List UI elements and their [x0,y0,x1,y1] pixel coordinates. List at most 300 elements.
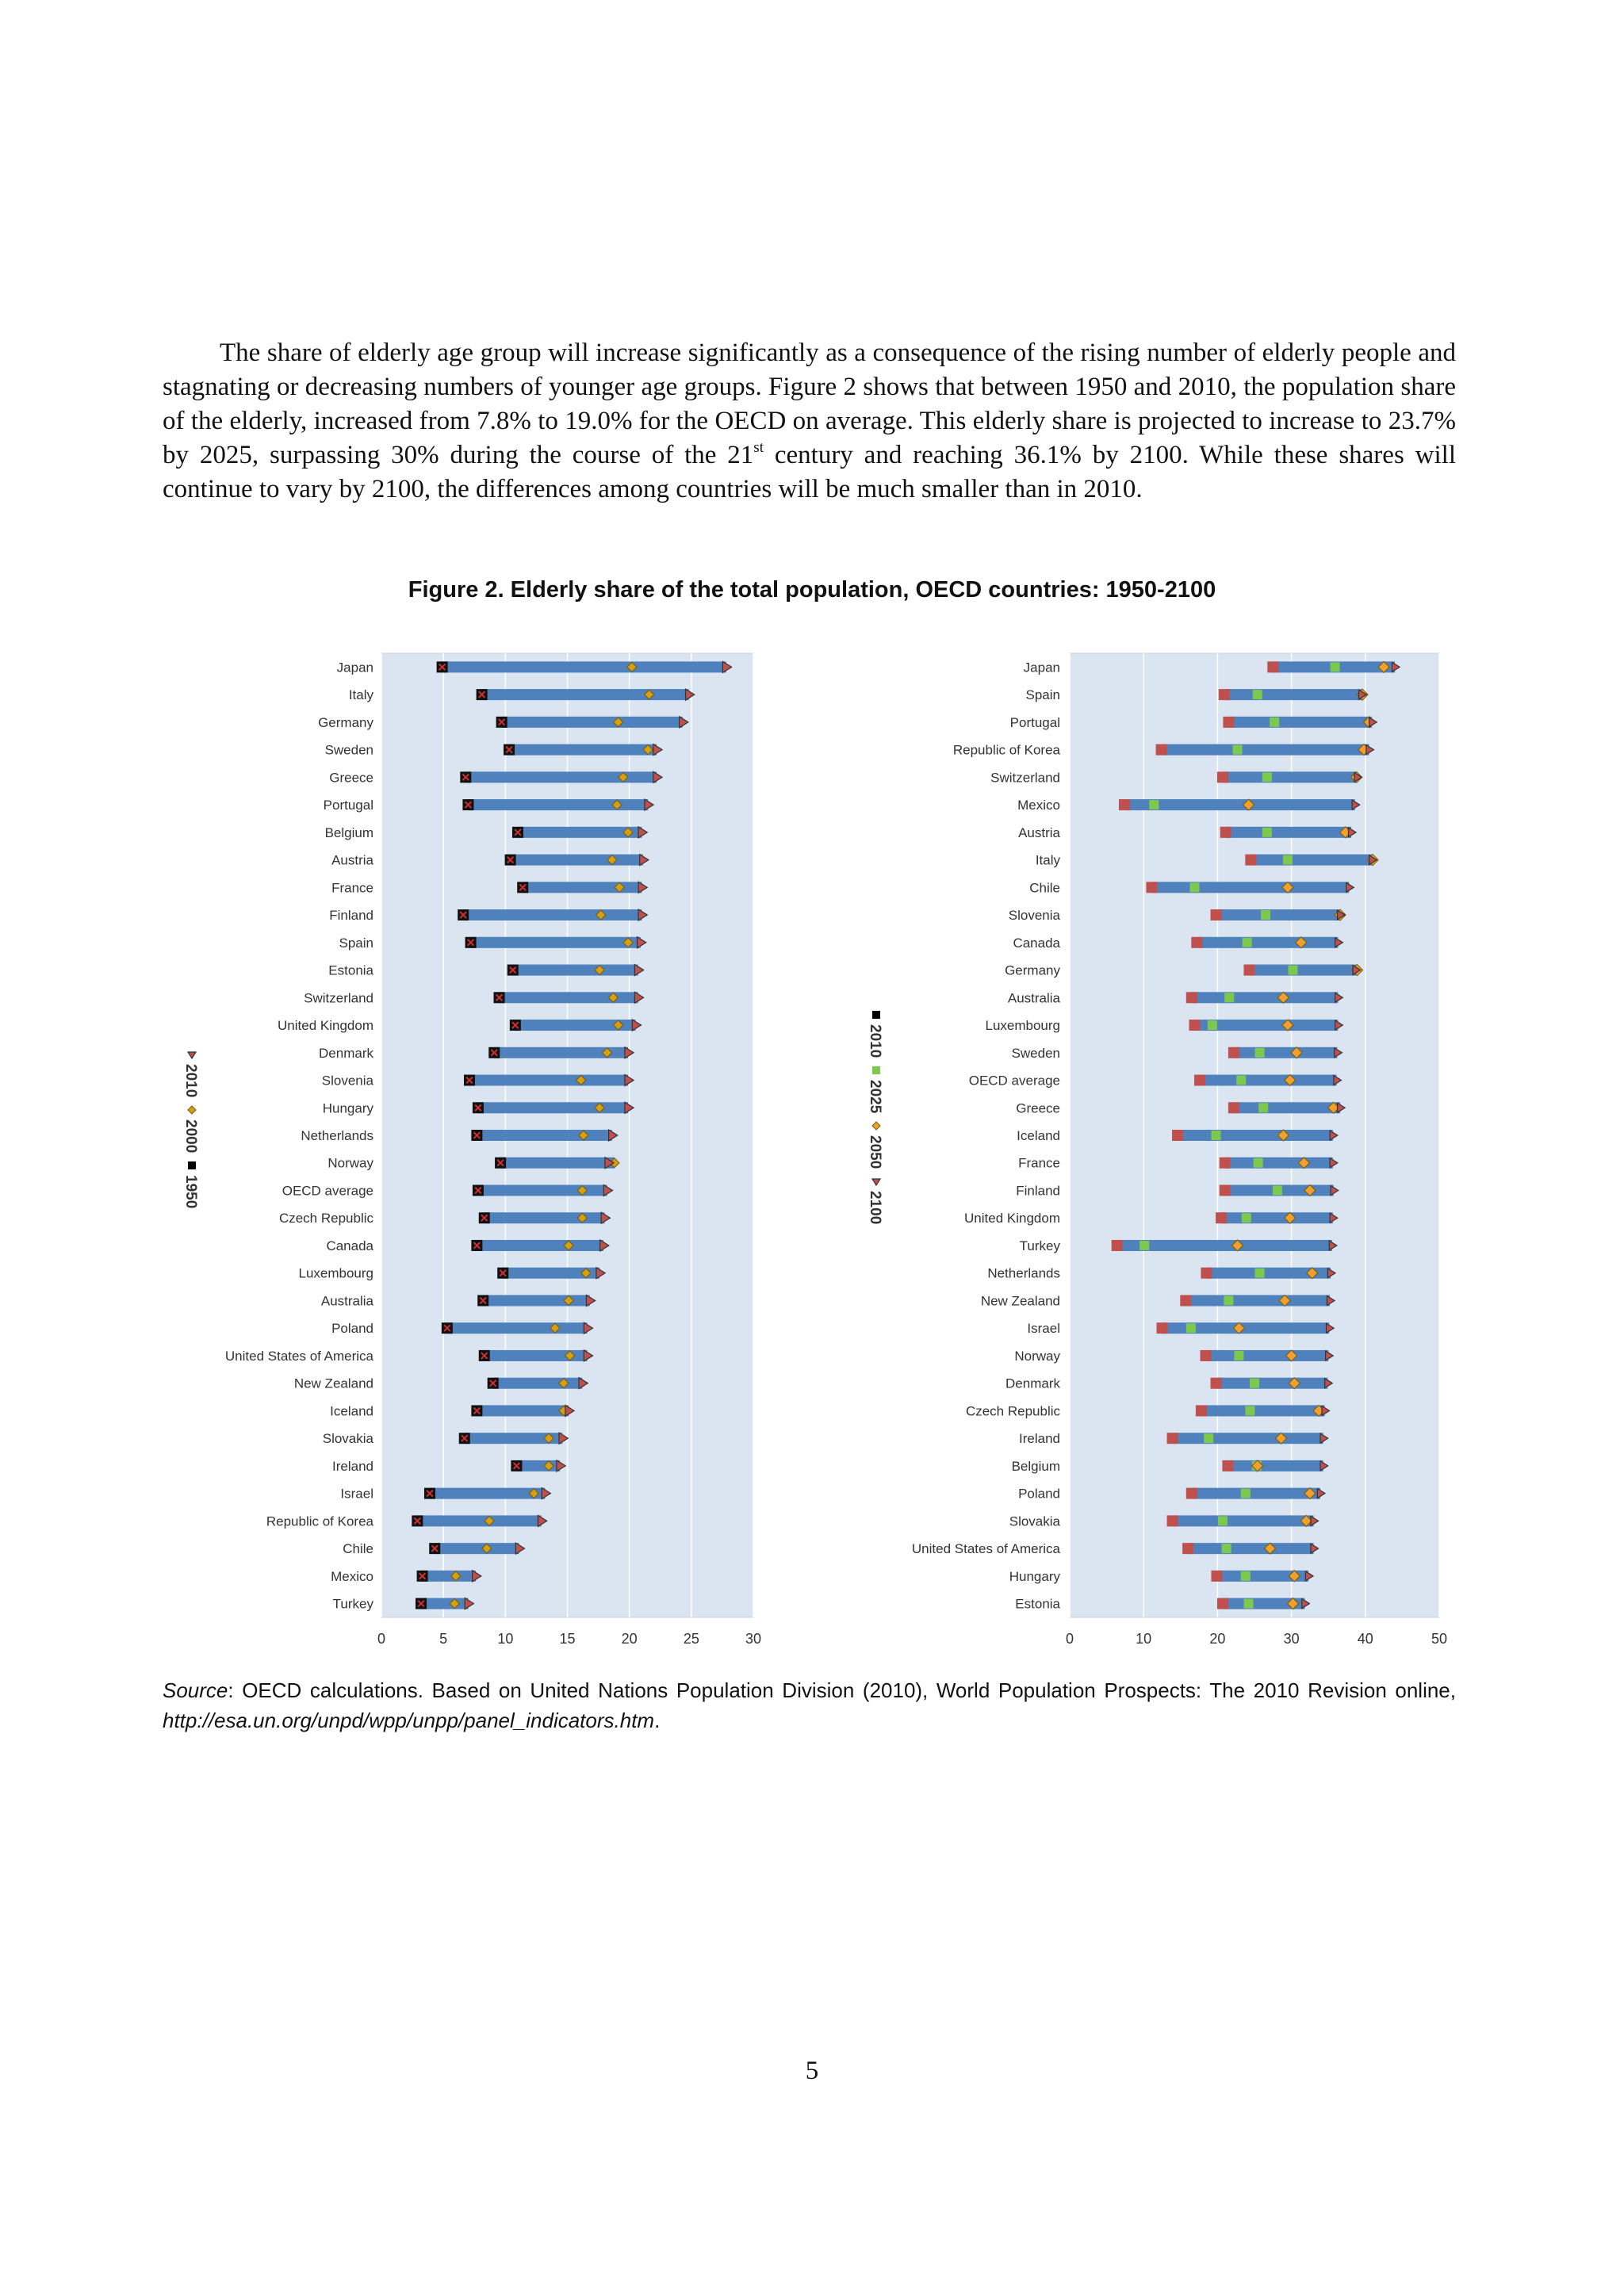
category-label: OECD average [282,1183,373,1199]
range-bar [1216,1378,1328,1389]
marker-2100 [1330,1131,1338,1140]
category-label: Norway [1014,1348,1060,1364]
marker-1950 [517,882,528,893]
marker-2010 [653,771,662,783]
range-bar [1234,1047,1337,1058]
marker-1950-cross [468,939,474,946]
figure-title: Figure 2. Elderly share of the total population, OECD countries: 1950-2100 [408,577,1216,603]
range-bar [1185,1295,1330,1306]
marker-1950-cross [439,664,446,671]
source-text: : OECD calculations. Based on United Nations Population Division (2010), World Population Prospects: The 2010 Revision online, [228,1678,1456,1702]
marker-2000 [450,1599,459,1609]
range-bar [482,689,689,700]
marker-2010 [1220,1158,1231,1169]
marker-2010 [1245,855,1256,866]
marker-1950-cross [419,1573,426,1579]
category-label: Italy [1035,852,1060,868]
marker-2025 [1224,1295,1233,1305]
marker-1950 [510,1020,521,1031]
marker-2010 [1167,1515,1178,1526]
marker-2010 [1228,1102,1239,1113]
category-label: Spain [1025,687,1060,703]
marker-2100 [1335,993,1343,1002]
x-tick-label: 20 [621,1631,638,1647]
marker-2010 [1172,1130,1183,1141]
category-label: Finland [1016,1183,1060,1199]
marker-2000 [612,800,622,809]
marker-2050 [1304,1184,1316,1196]
marker-1950 [488,1378,499,1389]
marker-1950 [412,1515,423,1526]
marker-2000 [485,1516,494,1525]
marker-1950 [424,1488,435,1499]
range-bar [1223,771,1358,783]
marker-2050 [1352,965,1363,976]
x-tick-label: 5 [439,1631,448,1647]
marker-2100 [1335,938,1343,947]
marker-2100 [1353,966,1361,975]
category-label: Japan [336,660,373,675]
marker-1950 [473,1184,484,1196]
marker-1950-cross [515,829,521,836]
marker-2010 [634,965,643,976]
marker-2010 [1267,661,1278,672]
page-number: 5 [805,2057,819,2085]
range-bar [1226,827,1351,838]
category-label: Slovenia [1008,908,1060,924]
marker-2000 [559,1379,569,1388]
marker-1950 [479,1350,490,1361]
marker-1950-box [512,827,523,838]
category-label: Chile [1029,880,1060,896]
marker-1950-box [479,1212,490,1223]
marker-2025 [1288,966,1297,975]
marker-1950-cross [474,1132,481,1138]
marker-2100 [1329,1241,1337,1250]
marker-2010 [1186,1488,1197,1499]
range-bar [485,1212,605,1223]
legend-label-2010: 2010 [182,1064,199,1098]
marker-2000 [451,1571,461,1581]
range-bar [1221,1212,1333,1223]
category-label: Austria [331,852,373,868]
range-bar [1173,1433,1323,1444]
marker-2025 [1204,1433,1213,1443]
marker-2100 [1334,1076,1342,1085]
marker-1950-cross [519,884,526,890]
range-bar [1205,1350,1328,1361]
category-label: Luxembourg [298,1265,373,1281]
marker-2010 [538,1515,546,1526]
range-bar [493,1378,583,1389]
marker-2050 [1300,1515,1312,1526]
source-url[interactable]: http://esa.un.org/unpd/wpp/unpp/panel_indicators.htm [163,1709,655,1732]
x-tick-label: 20 [1209,1631,1226,1647]
range-bar [1251,855,1373,866]
marker-2010 [473,1571,481,1582]
category-label: Netherlands [987,1265,1060,1281]
marker-1950-cross [510,967,516,974]
marker-2000 [614,718,623,727]
marker-1950 [505,855,516,866]
marker-2010 [1217,771,1228,783]
category-label: Belgium [1011,1458,1060,1474]
marker-2050 [1243,799,1254,810]
marker-2010 [638,827,647,838]
marker-2010 [1189,1020,1201,1031]
marker-2010 [596,1268,605,1279]
marker-2050 [1291,1047,1302,1058]
marker-2010 [638,909,647,920]
marker-1950 [460,771,471,783]
marker-2010 [465,1598,473,1609]
marker-2025 [1233,745,1243,755]
marker-2000 [603,1048,612,1058]
range-bar [503,1268,599,1279]
marker-2010 [600,1240,609,1251]
marker-2010 [1222,1460,1233,1471]
marker-2050 [1232,1240,1243,1251]
legend-label-2010: 2010 [867,1024,883,1058]
x-tick-label: 30 [1283,1631,1300,1647]
range-bar [500,992,638,1003]
marker-2025 [1218,1516,1228,1525]
marker-2025 [1273,1185,1282,1195]
marker-2010 [638,882,647,893]
marker-2010 [686,689,695,700]
range-bar [1273,661,1395,672]
marker-2010 [1194,1075,1205,1086]
range-bar [1124,799,1355,810]
marker-2050 [1357,689,1368,700]
marker-1950-box [464,1075,475,1086]
marker-2025 [1139,1241,1149,1250]
legend-marker-2050 [872,1122,880,1130]
range-bar [1206,1268,1331,1279]
category-label: Denmark [1005,1376,1060,1391]
body-paragraph [163,336,1456,507]
marker-2050 [1378,661,1389,672]
marker-1950-cross [444,1325,450,1331]
marker-2050 [1282,1020,1293,1031]
x-tick-label: 0 [377,1631,386,1647]
category-label: Estonia [328,962,373,978]
marker-2010 [579,1378,588,1389]
marker-1950-cross [496,994,503,1001]
marker-2100 [1311,1544,1319,1553]
marker-2000 [596,910,606,920]
legend-marker-1950 [188,1161,196,1169]
marker-1950 [496,717,508,728]
marker-1950-box [497,1268,508,1279]
marker-2010 [584,1322,592,1334]
marker-2010 [722,661,731,672]
category-label: Chile [343,1541,373,1557]
x-tick-label: 10 [497,1631,514,1647]
marker-2050 [1287,1598,1298,1609]
marker-1950-cross [465,802,472,808]
legend-label-2100: 2100 [867,1191,883,1225]
marker-2025 [1253,690,1262,699]
marker-1950 [471,1405,482,1416]
marker-1950 [417,1571,428,1582]
marker-1950-box [473,1184,484,1196]
range-bar [478,1184,607,1196]
marker-2000 [623,938,633,947]
range-bar [1188,1543,1313,1554]
marker-2000 [614,1020,623,1030]
x-tick-label: 25 [683,1631,699,1647]
category-label: Norway [327,1155,373,1171]
marker-1950-cross [514,1463,520,1469]
range-bar [468,799,648,810]
category-label: Canada [1013,935,1060,951]
marker-2010 [601,1212,610,1223]
category-label: Italy [348,687,373,703]
marker-2100 [1366,745,1374,755]
marker-2010 [1112,1240,1123,1251]
marker-1950 [429,1543,440,1554]
marker-1950-box [488,1047,500,1058]
plot-area [1070,653,1439,1617]
range-bar [1228,1460,1323,1471]
marker-2010 [638,937,646,948]
range-bar [523,882,642,893]
marker-1950-cross [480,1298,486,1304]
marker-1950 [508,965,519,976]
marker-2050 [1279,1295,1290,1306]
marker-2000 [564,1295,573,1305]
category-label: Republic of Korea [266,1513,373,1529]
x-tick-label: 50 [1431,1631,1448,1647]
marker-2025 [1270,718,1279,727]
category-label: France [1018,1155,1060,1171]
marker-1950-cross [500,1270,506,1276]
marker-1950-cross [427,1490,433,1497]
paragraph-text-1: The share of elderly age group will increase significantly as a consequence of the rising number of elderly people and stagnating or decreasing numbers of younger age groups. Figure 2 shows that between 1950 and 2010, the population share of the elderly, increased from 7.8% to 19.0% for the OECD on average. This elderly share is projected to increase to 23.7% by 2025, surpassing 30% during the course of the 21 [163,339,1456,469]
marker-1950-box [416,1598,427,1609]
marker-2100 [1330,1213,1338,1223]
marker-1950 [477,689,488,700]
category-label: Czech Republic [965,1403,1060,1419]
marker-2050 [1358,744,1369,756]
marker-1950 [459,1433,470,1444]
marker-2025 [1262,772,1272,782]
marker-1950-cross [475,1104,481,1111]
marker-2025 [1252,1461,1262,1471]
marker-2025 [1255,1048,1265,1058]
marker-2010 [1220,1184,1231,1196]
marker-1950-cross [460,912,466,918]
legend [182,1052,199,1208]
marker-1950-box [473,1102,484,1113]
marker-1950-box [471,1130,482,1141]
marker-1950 [512,827,523,838]
marker-2100 [1338,910,1346,920]
marker-1950-cross [462,774,469,780]
marker-1950-box [504,744,515,756]
category-label: Australia [320,1293,373,1309]
range-bar [1200,1075,1336,1086]
marker-2010 [1201,1268,1212,1279]
range-bar [471,937,641,948]
marker-1950 [479,1212,490,1223]
marker-2100 [1320,1461,1328,1471]
marker-2025 [1243,938,1252,947]
range-bar [515,1020,636,1031]
marker-2010 [1191,937,1202,948]
marker-2000 [615,882,624,892]
marker-1950-cross [462,1435,468,1441]
plot-area [381,653,753,1617]
category-label: Poland [331,1321,373,1337]
x-tick-label: 10 [1136,1631,1152,1647]
marker-2025 [1331,662,1340,672]
marker-2000 [550,1323,560,1333]
marker-2000 [577,1213,587,1223]
marker-1950-box [458,909,469,920]
range-bar [518,827,642,838]
category-label: Ireland [1019,1431,1060,1447]
marker-2010 [1228,1047,1239,1058]
x-tick-label: 15 [559,1631,576,1647]
marker-2000 [619,772,628,782]
range-bar [477,1405,569,1416]
marker-1950-box [505,855,516,866]
range-bar [1225,1184,1334,1196]
marker-2100 [1338,1103,1346,1112]
marker-1950-cross [508,857,514,863]
marker-1950-box [471,1240,482,1251]
category-label: Netherlands [301,1128,373,1143]
marker-1950-box [437,661,448,672]
marker-1950-box [496,717,508,728]
category-label: Portugal [323,798,373,813]
chart-panel-left [182,653,761,1647]
marker-1950-cross [418,1601,424,1607]
category-label: Ireland [332,1458,373,1474]
category-label: United Kingdom [964,1211,1060,1226]
marker-2025 [1258,1103,1268,1112]
marker-2025 [1255,1269,1265,1278]
marker-2010 [632,1020,641,1031]
marker-2025 [1208,1020,1217,1030]
category-label: Republic of Korea [952,742,1060,758]
marker-2010 [625,1102,634,1113]
legend-label-2000: 2000 [182,1119,199,1154]
chart-panel-right [867,653,1447,1647]
marker-2000 [564,1241,573,1250]
marker-1950-box [442,1322,453,1334]
marker-2050 [1233,1322,1244,1334]
legend-marker-2000 [188,1106,196,1114]
marker-2100 [1348,828,1356,837]
range-bar [485,1350,588,1361]
marker-2025 [1236,1076,1246,1085]
marker-2010 [1157,1322,1168,1334]
category-label: Israel [340,1486,373,1502]
marker-2025 [1241,1489,1251,1498]
range-bar [513,965,638,976]
range-bar [477,1130,611,1141]
marker-2050 [1289,1571,1300,1582]
marker-2100 [1330,1158,1338,1168]
marker-2010 [1217,1598,1228,1609]
range-bar [1216,1571,1308,1582]
category-label: Denmark [319,1045,373,1061]
range-bar [435,1543,519,1554]
category-label: Israel [1027,1321,1060,1337]
range-bar [1162,744,1369,756]
marker-2025 [1242,1213,1251,1223]
marker-2010 [1216,1212,1227,1223]
marker-1950-box [471,1405,482,1416]
legend-marker-2010 [188,1052,196,1058]
marker-2010 [1243,965,1254,976]
marker-2100 [1320,1433,1328,1443]
marker-2050 [1351,771,1362,783]
marker-2100 [1326,1351,1334,1360]
range-bar [1225,1158,1333,1169]
marker-2100 [1331,1185,1339,1195]
marker-1950-cross [512,1022,519,1028]
marker-2010 [609,1130,618,1141]
range-bar [1234,1102,1340,1113]
legend-label-1950: 1950 [182,1175,199,1209]
category-label: Slovenia [321,1073,373,1089]
paragraph-superscript: st [753,439,764,456]
category-label: New Zealand [980,1293,1060,1309]
range-bar [465,771,657,783]
marker-2025 [1234,1351,1243,1360]
marker-2050 [1307,1268,1318,1279]
legend-label-2050: 2050 [867,1135,883,1169]
marker-2000 [608,993,618,1002]
marker-1950-cross [479,691,485,698]
category-label: Austria [1018,825,1060,840]
marker-1950-box [511,1460,522,1471]
marker-2010 [605,1158,614,1169]
marker-2050 [1289,1378,1300,1389]
marker-2100 [1322,1406,1330,1415]
category-label: Sweden [1011,1045,1060,1061]
marker-1950-box [477,1295,488,1306]
marker-1950 [464,1075,475,1086]
range-bar [1224,689,1362,700]
marker-2100 [1359,690,1367,699]
category-label: Hungary [1009,1568,1060,1584]
marker-1950-cross [466,1077,473,1084]
marker-2010 [625,1075,634,1086]
marker-2010 [645,799,653,810]
marker-1950-cross [490,1380,496,1387]
category-label: Finland [329,908,373,924]
source-end: . [654,1709,661,1732]
marker-1950 [471,1130,482,1141]
marker-2010 [625,1047,634,1058]
marker-1950-box [417,1571,428,1582]
marker-2000 [610,1158,619,1168]
category-label: Turkey [332,1596,373,1612]
range-bar [1216,909,1341,920]
category-label: Japan [1023,660,1060,675]
marker-2000 [577,1185,587,1195]
marker-2025 [1250,1379,1259,1388]
range-bar [447,1322,588,1334]
range-bar [1228,717,1372,728]
range-bar [1192,1488,1320,1499]
category-label: Greece [329,770,373,786]
